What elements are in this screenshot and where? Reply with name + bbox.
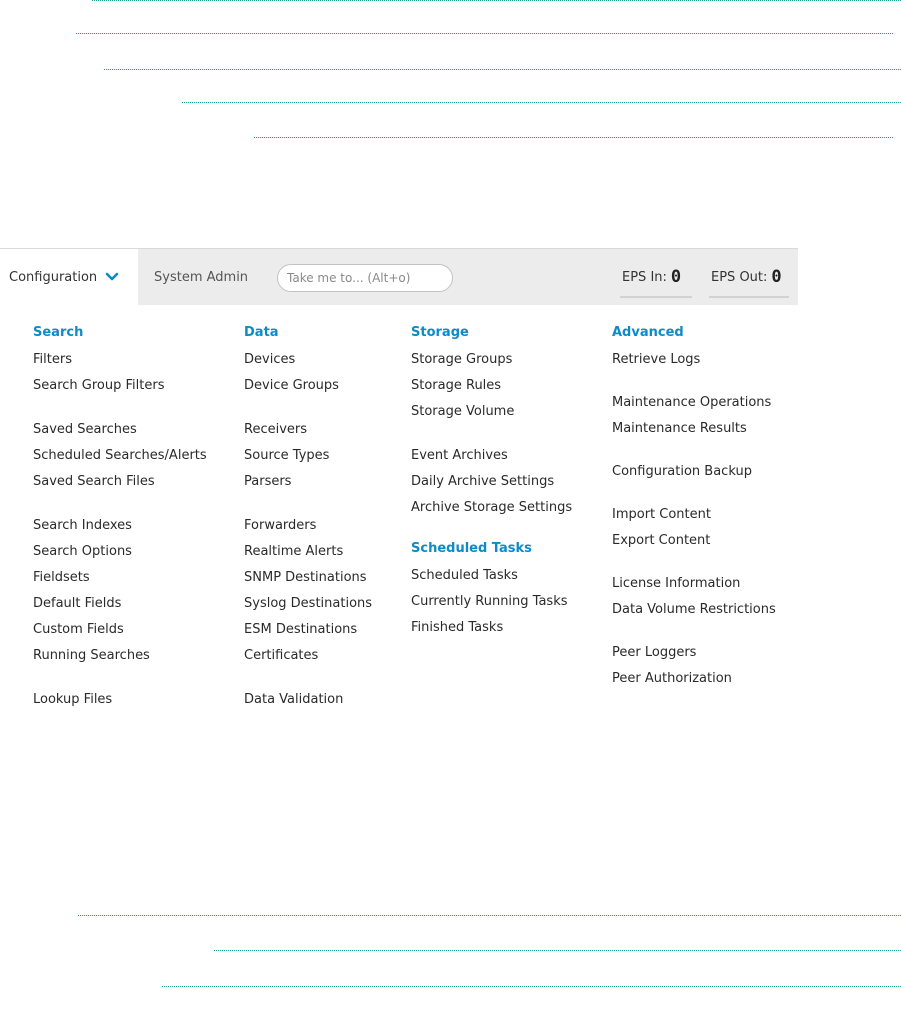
menu-item-storage-volume[interactable]: Storage Volume (411, 404, 515, 419)
menu-item-devices[interactable]: Devices (244, 352, 296, 367)
menu-item-custom-fields[interactable]: Custom Fields (33, 622, 124, 637)
search-section-heading: Search (33, 325, 84, 340)
menu-item-parsers[interactable]: Parsers (244, 474, 292, 489)
menu-item-saved-searches[interactable]: Saved Searches (33, 422, 137, 437)
menu-item-lookup-files[interactable]: Lookup Files (33, 692, 113, 707)
system-admin-tab-label: System Admin (154, 269, 249, 285)
eps-out-value: 0 (771, 267, 782, 287)
scheduled-tasks-section-heading: Scheduled Tasks (411, 541, 532, 556)
menu-item-default-fields[interactable]: Default Fields (33, 596, 122, 611)
menu-item-configuration-backup[interactable]: Configuration Backup (612, 464, 752, 479)
menu-item-saved-search-files[interactable]: Saved Search Files (33, 474, 155, 489)
menu-item-certificates[interactable]: Certificates (244, 648, 319, 663)
menu-item-scheduled-searches-alerts[interactable]: Scheduled Searches/Alerts (33, 448, 207, 463)
menu-item-license-information[interactable]: License Information (612, 576, 741, 591)
menu-item-peer-authorization[interactable]: Peer Authorization (612, 671, 732, 686)
dotted-line-2 (76, 33, 893, 34)
menu-item-forwarders[interactable]: Forwarders (244, 518, 317, 533)
menu-item-search-options[interactable]: Search Options (33, 544, 132, 559)
menu-item-scheduled-tasks[interactable]: Scheduled Tasks (411, 568, 518, 583)
menu-item-esm-destinations[interactable]: ESM Destinations (244, 622, 358, 637)
dotted-line-1 (92, 0, 901, 1)
eps-in-underline (620, 296, 692, 298)
menu-item-realtime-alerts[interactable]: Realtime Alerts (244, 544, 344, 559)
dotted-line-6 (78, 915, 901, 916)
menu-item-storage-rules[interactable]: Storage Rules (411, 378, 502, 393)
menu-column-advanced (612, 323, 776, 692)
dotted-line-3 (104, 69, 901, 70)
menu-item-maintenance-operations[interactable]: Maintenance Operations (612, 395, 772, 410)
eps-in-label: EPS In: (622, 269, 667, 285)
menu-item-search-group-filters[interactable]: Search Group Filters (33, 378, 165, 393)
menu-item-device-groups[interactable]: Device Groups (244, 378, 339, 393)
data-section-heading: Data (244, 325, 279, 340)
top-navigation-bar (0, 248, 798, 305)
dotted-line-4 (182, 102, 901, 103)
menu-item-source-types[interactable]: Source Types (244, 448, 330, 463)
eps-out-label: EPS Out: (711, 269, 768, 285)
menu-item-snmp-destinations[interactable]: SNMP Destinations (244, 570, 367, 585)
dotted-line-5 (254, 137, 893, 138)
advanced-section-heading: Advanced (612, 325, 684, 340)
menu-item-maintenance-results[interactable]: Maintenance Results (612, 421, 747, 436)
storage-section-heading: Storage (411, 325, 469, 340)
menu-item-import-content[interactable]: Import Content (612, 507, 711, 522)
configuration-tab[interactable] (0, 249, 138, 305)
menu-item-filters[interactable]: Filters (33, 352, 72, 367)
menu-item-data-validation[interactable]: Data Validation (244, 692, 344, 707)
chevron-down-icon (105, 272, 119, 282)
menu-item-peer-loggers[interactable]: Peer Loggers (612, 645, 697, 660)
menu-column-storage (411, 323, 572, 641)
menu-item-storage-groups[interactable]: Storage Groups (411, 352, 513, 367)
eps-in-value: 0 (670, 267, 682, 287)
menu-item-currently-running-tasks[interactable]: Currently Running Tasks (411, 594, 568, 609)
menu-item-data-volume-restrictions[interactable]: Data Volume Restrictions (612, 602, 776, 617)
menu-item-receivers[interactable]: Receivers (244, 422, 308, 437)
menu-item-fieldsets[interactable]: Fieldsets (33, 570, 90, 585)
dotted-line-8 (162, 986, 901, 987)
take-me-to-search-input[interactable] (277, 264, 453, 292)
menu-item-finished-tasks[interactable]: Finished Tasks (411, 620, 504, 635)
dotted-line-7 (214, 950, 901, 951)
menu-item-archive-storage-settings[interactable]: Archive Storage Settings (411, 500, 573, 515)
menu-item-event-archives[interactable]: Event Archives (411, 448, 508, 463)
menu-item-search-indexes[interactable]: Search Indexes (33, 518, 132, 533)
eps-out-underline (709, 296, 789, 298)
menu-column-search (33, 323, 207, 713)
menu-item-syslog-destinations[interactable]: Syslog Destinations (244, 596, 373, 611)
menu-item-running-searches[interactable]: Running Searches (33, 648, 150, 663)
menu-item-retrieve-logs[interactable]: Retrieve Logs (612, 352, 701, 367)
menu-column-data (244, 323, 372, 713)
configuration-tab-label: Configuration (9, 269, 98, 285)
menu-item-daily-archive-settings[interactable]: Daily Archive Settings (411, 474, 555, 489)
menu-item-export-content[interactable]: Export Content (612, 533, 711, 548)
system-admin-tab[interactable] (154, 249, 248, 305)
